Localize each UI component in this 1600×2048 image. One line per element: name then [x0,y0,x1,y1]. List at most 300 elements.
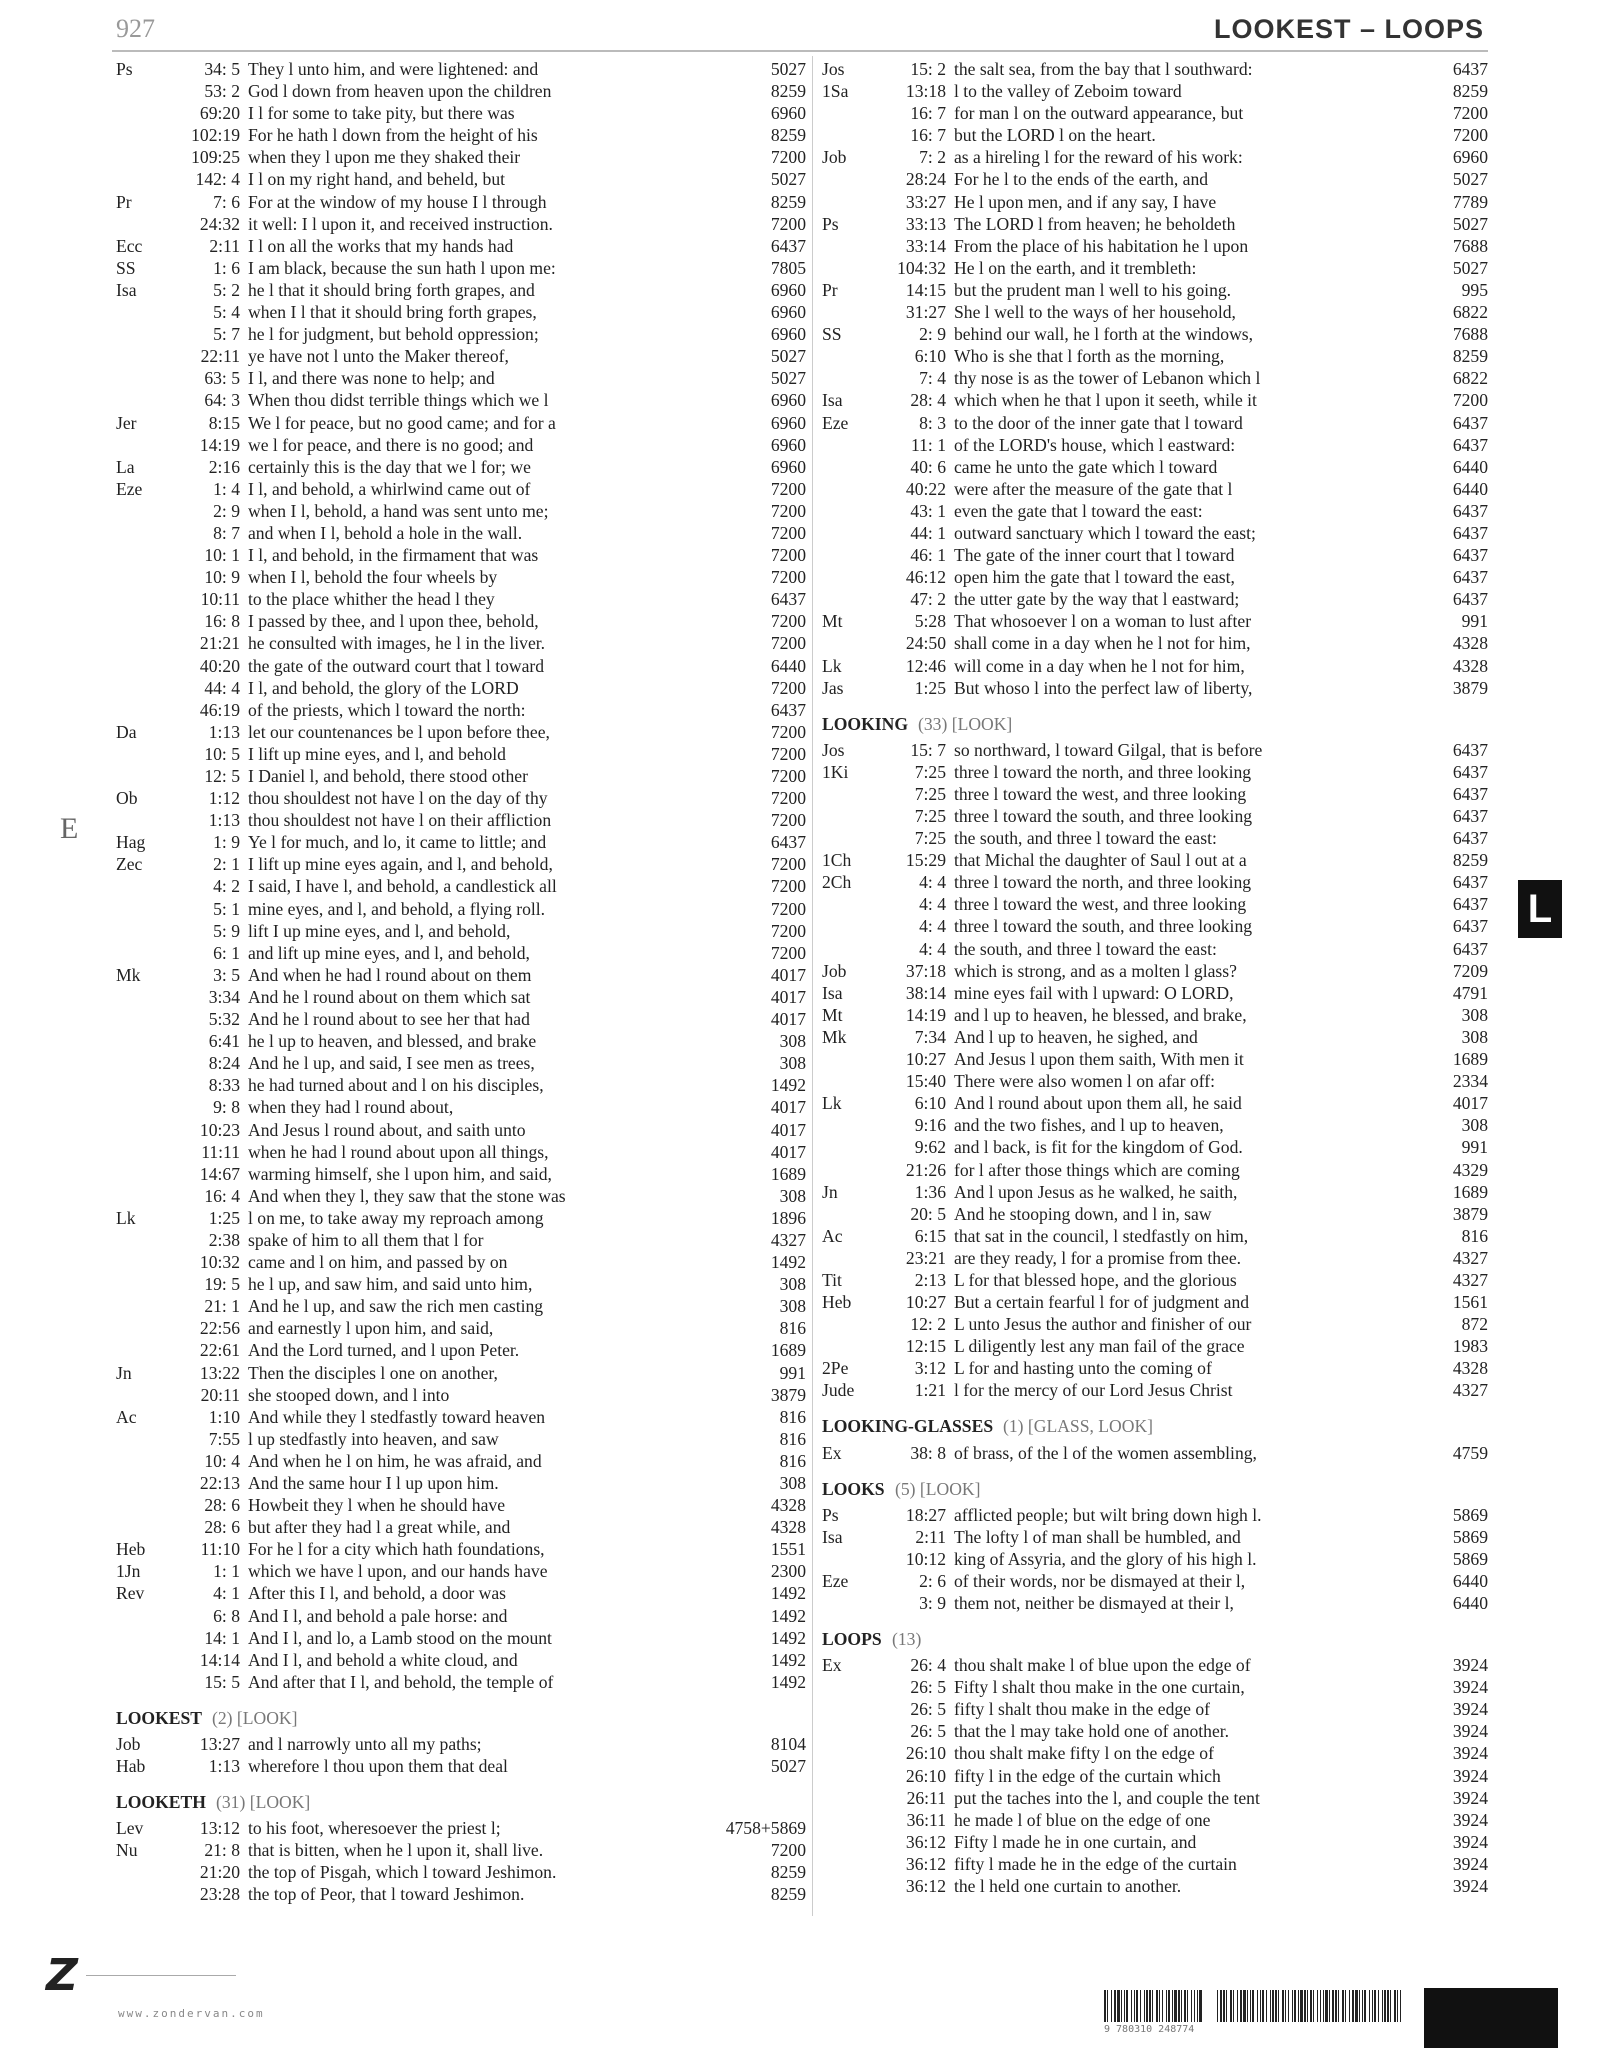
heading-word: LOOKING [822,713,909,734]
verse-ref: 36:12 [905,1876,946,1897]
verse-text: And l round about upon them all, he said [954,1093,1242,1114]
barcode-bar [1288,1990,1289,2022]
verse-ref: 8:24 [208,1053,240,1074]
verse-ref: 10:32 [199,1252,240,1273]
strongs-number: 7688 [1452,324,1488,345]
concordance-entry [116,456,806,478]
verse-ref: 6:41 [208,1031,240,1052]
barcode-bar [1126,1990,1128,2022]
concordance-entry [822,1247,1488,1269]
concordance-entry [116,1627,806,1649]
verse-ref: 38:14 [905,982,946,1003]
verse-text: when they l upon me they shaked their [248,147,521,168]
verse-text: the l held one curtain to another. [954,1876,1182,1897]
concordance-entry [116,279,806,301]
strongs-number: 4758+5869 [725,1818,806,1839]
concordance-entry [116,1472,806,1494]
verse-ref: 24:32 [199,213,240,234]
verse-text: I l, and there was none to help; and [248,368,495,389]
barcode-bar [1387,1990,1389,2022]
strongs-number: 6437 [1452,434,1488,455]
verse-ref: 46: 1 [910,545,946,566]
barcode-bar [1144,1990,1145,2022]
strongs-number: 8259 [770,191,806,212]
strongs-number: 4327 [1452,1269,1488,1290]
strongs-number: 3879 [1452,677,1488,698]
concordance-entry [822,478,1488,500]
verse-ref: 43: 1 [910,500,946,521]
verse-ref: 21: 8 [204,1840,240,1861]
verse-ref: 36:11 [906,1809,946,1830]
book-abbrev: Job [822,147,847,168]
book-abbrev: Mk [822,1026,847,1047]
left-column [116,58,806,1906]
barcode-bar [1240,1990,1242,2022]
barcode-bar [1394,1990,1396,2022]
verse-text: put the taches into the l, and couple the tent [954,1787,1260,1808]
book-abbrev: Mt [822,611,843,632]
concordance-entry [116,1839,806,1861]
verse-text: came he unto the gate which l toward [954,456,1218,477]
concordance-entry [822,1291,1488,1313]
concordance-entry [116,1817,806,1839]
verse-ref: 38: 8 [910,1442,946,1463]
strongs-number: 6960 [770,434,806,455]
verse-ref: 26: 5 [910,1699,946,1720]
strongs-number: 872 [1461,1314,1488,1335]
strongs-number: 816 [779,1406,806,1427]
strongs-number: 4017 [1452,1093,1488,1114]
strongs-number: 3924 [1452,1765,1488,1786]
strongs-number: 7200 [770,213,806,234]
barcode-bar [1104,1990,1106,2022]
strongs-number: 1492 [770,1671,806,1692]
concordance-entry [116,146,806,168]
verse-ref: 1:13 [208,721,240,742]
verse-ref: 8: 3 [919,412,946,433]
verse-text: I l on all the works that my hands had [248,235,514,256]
barcode-bar [1181,1990,1182,2022]
verse-text: I passed by thee, and l upon thee, behold, [248,611,539,632]
strongs-number: 6437 [1452,894,1488,915]
barcode-bar [1257,1990,1258,2022]
verse-ref: 6:15 [914,1225,946,1246]
verse-ref: 44: 4 [204,677,240,698]
concordance-entry [116,191,806,213]
barcode-bar [1149,1990,1151,2022]
verse-ref: 34: 5 [204,59,240,79]
concordance-entry [116,389,806,411]
heading-count: (5) [LOOK] [895,1478,981,1499]
concordance-entry [822,323,1488,345]
verse-ref: 24:50 [905,633,946,654]
verse-ref: 33:27 [905,191,946,212]
barcode-bar [1217,1990,1218,2022]
concordance-entry [116,1339,806,1361]
strongs-number: 3924 [1452,1809,1488,1830]
concordance-entry [116,942,806,964]
verse-text: thou shouldest not have l on their affliction [248,810,552,831]
verse-ref: 26: 5 [910,1721,946,1742]
book-abbrev: Mk [116,964,141,985]
verse-ref: 7:55 [208,1428,240,1449]
verse-text: I l, and behold, the glory of the LORD [248,677,519,698]
strongs-number: 6437 [1452,806,1488,826]
barcode-bar [1282,1990,1284,2022]
verse-text: let our countenances be l upon before thee, [248,721,550,742]
edge-letter: E [60,812,79,845]
verse-text: the top of Peor, that l toward Jeshimon. [248,1884,525,1905]
verse-ref: 6:10 [914,1093,946,1114]
verse-ref: 8:33 [208,1075,240,1096]
verse-text: and the two fishes, and l up to heaven, [954,1115,1224,1136]
verse-text: but after they had l a great while, and [248,1517,511,1538]
barcode-bar [1121,1990,1122,2022]
barcode-bar [1372,1990,1373,2022]
strongs-number: 1689 [770,1163,806,1184]
verse-ref: 64: 3 [204,390,240,411]
verse-text: And l up to heaven, he sighed, and [954,1026,1198,1047]
concordance-entry [116,986,806,1008]
barcode-bar [1220,1990,1222,2022]
verse-ref: 2: 6 [919,1570,946,1591]
concordance-entry [116,412,806,434]
concordance-entry [822,960,1488,982]
barcode-bar [1332,1990,1334,2022]
verse-ref: 10:27 [905,1049,946,1070]
strongs-number: 4017 [770,1009,806,1030]
concordance-entry [116,964,806,986]
barcode-bar [1382,1990,1383,2022]
verse-text: L for that blessed hope, and the glorious [954,1269,1237,1290]
strongs-number: 4759 [1452,1442,1488,1463]
black-block [1424,1988,1558,2048]
concordance-entry [116,168,806,190]
strongs-number: 308 [779,1185,806,1206]
book-abbrev: Tit [822,1269,842,1290]
concordance-entry [822,655,1488,677]
concordance-entry [822,124,1488,146]
strongs-number: 4327 [1452,1247,1488,1268]
verse-text: outward sanctuary which l toward the east; [954,522,1256,543]
strongs-number: 1492 [770,1583,806,1604]
heading-count: (13) [892,1629,922,1649]
barcode-bar [1230,1990,1232,2022]
verse-text: the south, and three l toward the east: [954,828,1217,849]
concordance-entry [822,610,1488,632]
verse-text: And the Lord turned, and l upon Peter. [248,1340,520,1361]
strongs-number: 3879 [770,1384,806,1405]
verse-ref: 10:11 [200,589,240,610]
strongs-number: 6437 [1452,828,1488,849]
concordance-entry [116,853,806,875]
concordance-entry [822,893,1488,915]
verse-text: shall come in a day when he l not for him, [954,633,1251,654]
concordance-entry [116,610,806,632]
strongs-number: 6440 [1452,1570,1488,1591]
strongs-number: 7209 [1452,960,1488,981]
verse-text: that Michal the daughter of Saul l out at a [954,850,1247,871]
book-abbrev: Ecc [116,235,143,256]
verse-text: were after the measure of the gate that l [954,478,1233,499]
strongs-number: 2300 [770,1561,806,1582]
concordance-entry [822,677,1488,699]
strongs-number: 4327 [1452,1380,1488,1401]
concordance-entry [822,301,1488,323]
verse-ref: 6: 1 [213,942,240,963]
verse-text: it well: I l upon it, and received instruction. [248,213,553,234]
concordance-entry [822,566,1488,588]
verse-text: When thou didst terrible things which we l [248,390,549,411]
barcode-bar [1166,1990,1167,2022]
verse-ref: 14: 1 [204,1627,240,1648]
strongs-number: 5027 [1452,169,1488,190]
barcode-bar [1362,1990,1363,2022]
barcode-bar [1159,1990,1160,2022]
verse-text: she stooped down, and l into [248,1384,450,1405]
strongs-number: 7200 [1452,125,1488,146]
verse-text: I lift up mine eyes again, and l, and behold, [248,854,553,875]
concordance-entry [822,1570,1488,1592]
verse-text: That whosoever l on a woman to lust after [954,611,1252,632]
concordance-entry [116,1273,806,1295]
book-abbrev: Ps [116,59,133,79]
concordance-entry [116,1733,806,1755]
verse-ref: 2:13 [914,1269,946,1290]
concordance-entry [822,279,1488,301]
verse-ref: 21: 1 [204,1296,240,1317]
verse-ref: 2: 1 [213,854,240,875]
strongs-number: 1492 [770,1252,806,1273]
section-heading [822,1464,1488,1504]
verse-text: came and l on him, and passed by on [248,1252,508,1273]
book-abbrev: Jos [822,739,845,760]
strongs-number: 4328 [770,1495,806,1516]
verse-text: to the place whither the head l they [248,589,495,610]
concordance-entry [822,849,1488,871]
concordance-entry [822,1159,1488,1181]
concordance-entry [822,235,1488,257]
strongs-number: 6437 [1452,59,1488,79]
strongs-number: 7200 [770,854,806,875]
section-heading [116,1777,806,1817]
verse-ref: 14:15 [905,279,946,300]
book-abbrev: Mt [822,1004,843,1025]
strongs-number: 4017 [770,1097,806,1118]
verse-ref: 5: 1 [213,898,240,919]
strongs-number: 7200 [770,942,806,963]
verse-ref: 2: 9 [919,324,946,345]
concordance-entry [116,809,806,831]
verse-ref: 18:27 [905,1504,946,1525]
strongs-number: 4328 [1452,1358,1488,1379]
strongs-number: 308 [779,1031,806,1052]
verse-ref: 46:19 [199,699,240,720]
strongs-number: 1551 [770,1539,806,1560]
verse-text: And when they l, they saw that the stone was [248,1185,566,1206]
verse-ref: 40: 6 [910,456,946,477]
barcode-bar [1262,1990,1264,2022]
strongs-number: 7200 [770,500,806,521]
verse-text: the south, and three l toward the east: [954,938,1217,959]
verse-ref: 20:11 [200,1384,240,1405]
concordance-entry [116,875,806,897]
strongs-number: 6437 [1452,412,1488,433]
concordance-entry [822,1853,1488,1875]
barcode-bar [1260,1990,1261,2022]
verse-ref: 4: 4 [919,916,946,937]
verse-text: he l up to heaven, and blessed, and brake [248,1031,537,1052]
verse-text: three l toward the north, and three looking [954,872,1252,893]
barcode-bar [1338,1990,1339,2022]
verse-text: And he l up, and saw the rich men casting [248,1296,544,1317]
verse-ref: 53: 2 [204,81,240,102]
strongs-number: 6437 [1452,589,1488,610]
strongs-number: 1689 [1452,1049,1488,1070]
concordance-entry [116,588,806,610]
book-abbrev: Jude [822,1380,855,1401]
verse-text: He l on the earth, and it trembleth: [954,257,1197,278]
verse-ref: 8: 7 [213,522,240,543]
concordance-entry [822,1654,1488,1676]
barcode-bar [1378,1990,1379,2022]
verse-text: I said, I have l, and behold, a candlestick all [248,876,557,897]
verse-ref: 28: 6 [204,1495,240,1516]
verse-ref: 26:10 [905,1743,946,1764]
strongs-number: 7200 [770,721,806,742]
verse-text: he consulted with images, he l in the liver. [248,633,546,654]
concordance-entry [116,1883,806,1905]
verse-text: the utter gate by the way that l eastward; [954,589,1240,610]
verse-text: but the LORD l on the heart. [954,125,1156,146]
verse-ref: 10:27 [905,1292,946,1313]
concordance-entry [822,871,1488,893]
verse-text: and lift up mine eyes, and l, and behold, [248,942,530,963]
verse-text: I l, and behold, a whirlwind came out of [248,478,531,499]
verse-text: will come in a day when he l not for him, [954,655,1245,676]
verse-ref: 12: 2 [910,1314,946,1335]
strongs-number: 308 [779,1274,806,1295]
book-abbrev: Ac [116,1406,137,1427]
verse-text: I lift up mine eyes, and l, and behold [248,743,506,764]
verse-ref: 69:20 [199,103,240,124]
verse-text: And he l round about to see her that had [248,1009,530,1030]
concordance-entry [116,1207,806,1229]
concordance-entry [822,1765,1488,1787]
barcode-bar [1397,1990,1398,2022]
barcode-bar [1252,1990,1254,2022]
book-abbrev: Zec [116,854,143,875]
verse-text: And while they l stedfastly toward heaven [248,1406,546,1427]
verse-ref: 33:13 [905,213,946,234]
book-abbrev: Isa [822,1526,843,1547]
strongs-number: 5027 [770,59,806,79]
verse-text: And he stooping down, and l in, saw [954,1203,1212,1224]
verse-text: fifty l in the edge of the curtain which [954,1765,1221,1786]
verse-text: And I l, and lo, a Lamb stood on the mount [248,1627,552,1648]
strongs-number: 7200 [770,677,806,698]
concordance-entry [116,434,806,456]
concordance-entry [822,761,1488,783]
verse-text: and when I l, behold a hole in the wall. [248,522,523,543]
verse-ref: 28:24 [905,169,946,190]
verse-ref: 16: 7 [910,125,946,146]
verse-ref: 10: 9 [204,567,240,588]
verse-text: l for the mercy of our Lord Jesus Christ [954,1380,1233,1401]
strongs-number: 3924 [1452,1787,1488,1808]
verse-text: to his foot, wheresoever the priest l; [248,1818,501,1839]
verse-ref: 9: 8 [213,1097,240,1118]
strongs-number: 8259 [1452,850,1488,871]
strongs-number: 6437 [1452,783,1488,804]
verse-text: three l toward the west, and three looking [954,783,1247,804]
strongs-number: 1492 [770,1627,806,1648]
barcode-bar [1250,1990,1251,2022]
verse-ref: 5: 4 [213,302,240,323]
concordance-entry [116,1141,806,1163]
concordance-entry [822,1548,1488,1570]
verse-ref: 4: 4 [919,872,946,893]
book-abbrev: Ps [822,213,839,234]
barcode-bar [1298,1990,1299,2022]
barcode-bar [1114,1990,1116,2022]
verse-ref: 3: 9 [919,1593,946,1613]
concordance-entry [822,915,1488,937]
verse-text: For at the window of my house I l through [248,191,547,212]
strongs-number: 7200 [770,810,806,831]
verse-text: and l narrowly unto all my paths; [248,1733,482,1754]
verse-text: and l back, is fit for the kingdom of God. [954,1137,1243,1158]
verse-text: But whoso l into the perfect law of liberty, [954,677,1253,698]
concordance-entry [822,632,1488,654]
strongs-number: 7805 [770,257,806,278]
concordance-entry [822,1504,1488,1526]
strongs-number: 5869 [1452,1526,1488,1547]
verse-text: the gate of the outward court that l toward [248,655,545,676]
verse-ref: 21:26 [905,1159,946,1180]
concordance-entry [822,1698,1488,1720]
verse-text: of their words, nor be dismayed at their l, [954,1570,1246,1591]
section-heading [822,1614,1488,1654]
verse-ref: 26:11 [906,1787,946,1808]
verse-ref: 14:19 [199,434,240,455]
verse-text: Then the disciples l one on another, [248,1362,498,1383]
barcode-bar [1168,1990,1170,2022]
concordance-entry [822,58,1488,80]
verse-text: the top of Pisgah, which l toward Jeshimon. [248,1862,557,1883]
concordance-entry [822,938,1488,960]
verse-text: The gate of the inner court that l toward [954,545,1235,566]
verse-ref: 2:16 [208,456,240,477]
concordance-entry [116,1074,806,1096]
book-abbrev: Pr [116,191,132,212]
strongs-number: 1561 [1452,1292,1488,1313]
verse-ref: 33:14 [905,235,946,256]
verse-ref: 36:12 [905,1831,946,1852]
verse-text: thou shouldest not have l on the day of thy [248,788,548,809]
concordance-entry [116,1671,806,1693]
verse-ref: 15: 5 [204,1671,240,1692]
concordance-entry [822,1004,1488,1026]
concordance-entry [116,787,806,809]
concordance-entry [116,345,806,367]
verse-text: wherefore l thou upon them that deal [248,1756,508,1777]
verse-ref: 40:22 [905,478,946,499]
heading-count: (33) [LOOK] [918,713,1013,734]
concordance-entry [116,831,806,853]
verse-ref: 3: 5 [213,964,240,985]
verse-text: mine eyes, and l, and behold, a flying roll. [248,898,546,919]
